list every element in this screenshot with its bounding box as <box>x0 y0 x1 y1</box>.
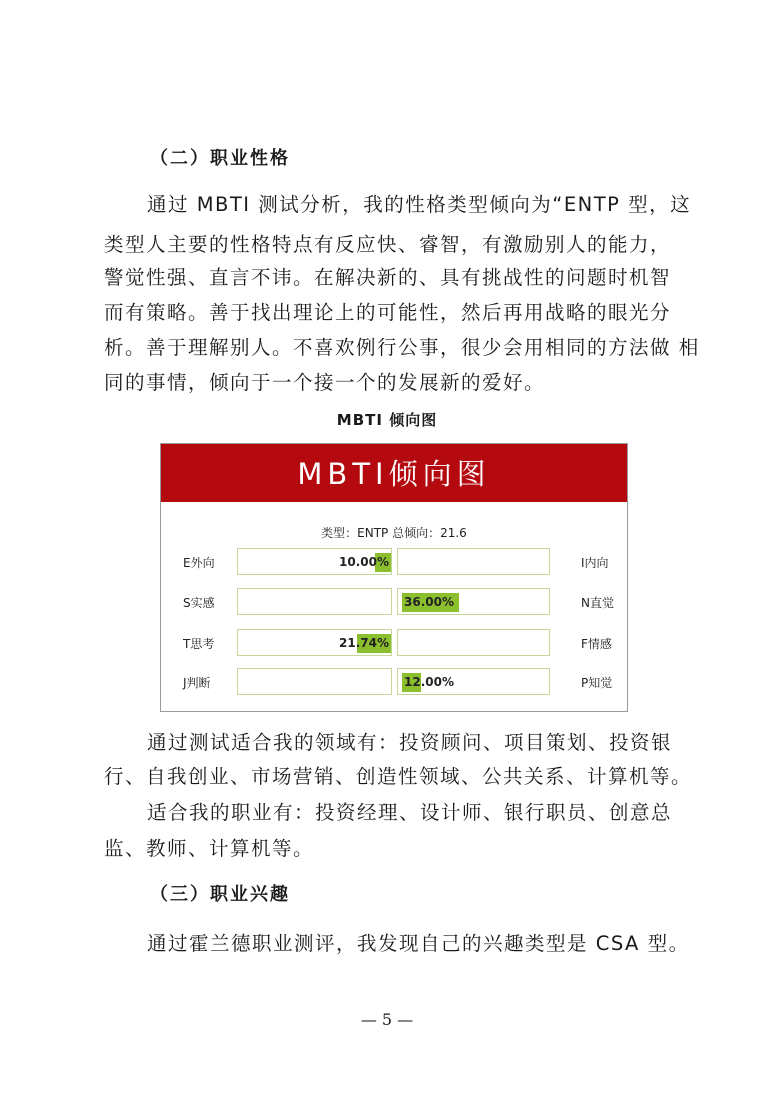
row-right-track <box>397 629 550 656</box>
text-line: 同的事情，倾向于一个接一个的发展新的爱好。 <box>104 371 546 394</box>
page-number: — 5 — <box>360 1010 414 1029</box>
row-right-label: F情感 <box>581 637 612 651</box>
row-value-label: 21.74% <box>339 636 389 650</box>
text-line: 警觉性强、直言不讳。在解决新的、具有挑战性的问题时机智 <box>104 266 672 289</box>
row-right-track <box>397 668 550 695</box>
row-left-track <box>237 548 392 575</box>
row-left-label: J判断 <box>183 676 211 690</box>
text-line: 行、自我创业、市场营销、创造性领域、公共关系、计算机等。 <box>104 765 693 788</box>
text-line: 析。善于理解别人。不喜欢例行公事，很少会用相同的方法做 相 <box>104 336 700 359</box>
text-line: 通过测试适合我的领域有：投资顾问、项目策划、投资银 <box>147 731 673 754</box>
chart-title: MBTI倾向图 <box>297 457 491 491</box>
figure-caption: MBTI 倾向图 <box>336 411 438 429</box>
text-line: 适合我的职业有：投资经理、设计师、银行职员、创意总 <box>147 801 673 824</box>
row-right-label: P知觉 <box>581 676 613 690</box>
text-line: 类型人主要的性格特点有反应快、睿智，有激励别人的能力， <box>104 233 672 256</box>
row-left-track <box>237 588 392 615</box>
row-right-label: N直觉 <box>581 596 614 610</box>
row-left-label: T思考 <box>183 637 215 651</box>
text-line: 监、教师、计算机等。 <box>104 837 315 860</box>
row-right-track <box>397 588 550 615</box>
row-left-track <box>237 629 392 656</box>
row-value-label: 12.00% <box>404 675 454 689</box>
row-right-track <box>397 548 550 575</box>
row-value-label: 36.00% <box>404 595 454 609</box>
row-value-label: 10.00% <box>339 555 389 569</box>
paragraph-interest: 通过霍兰德职业测评，我发现自己的兴趣类型是 CSA 型。 <box>147 932 690 955</box>
chart-header <box>161 444 627 502</box>
row-right-label: I内向 <box>581 556 609 570</box>
section2-heading: （二）职业性格 <box>150 148 290 169</box>
section3-heading: （三）职业兴趣 <box>150 884 290 905</box>
mbti-chart <box>160 443 628 712</box>
row-left-label: E外向 <box>183 556 215 570</box>
text-line: 而有策略。善于找出理论上的可能性，然后再用战略的眼光分 <box>104 301 672 324</box>
text-line: 通过 MBTI 测试分析，我的性格类型倾向为“ENTP 型，这 <box>147 193 692 216</box>
chart-summary: 类型：ENTP 总倾向：21.6 <box>321 526 467 540</box>
row-left-track <box>237 668 392 695</box>
row-left-label: S实感 <box>183 596 215 610</box>
